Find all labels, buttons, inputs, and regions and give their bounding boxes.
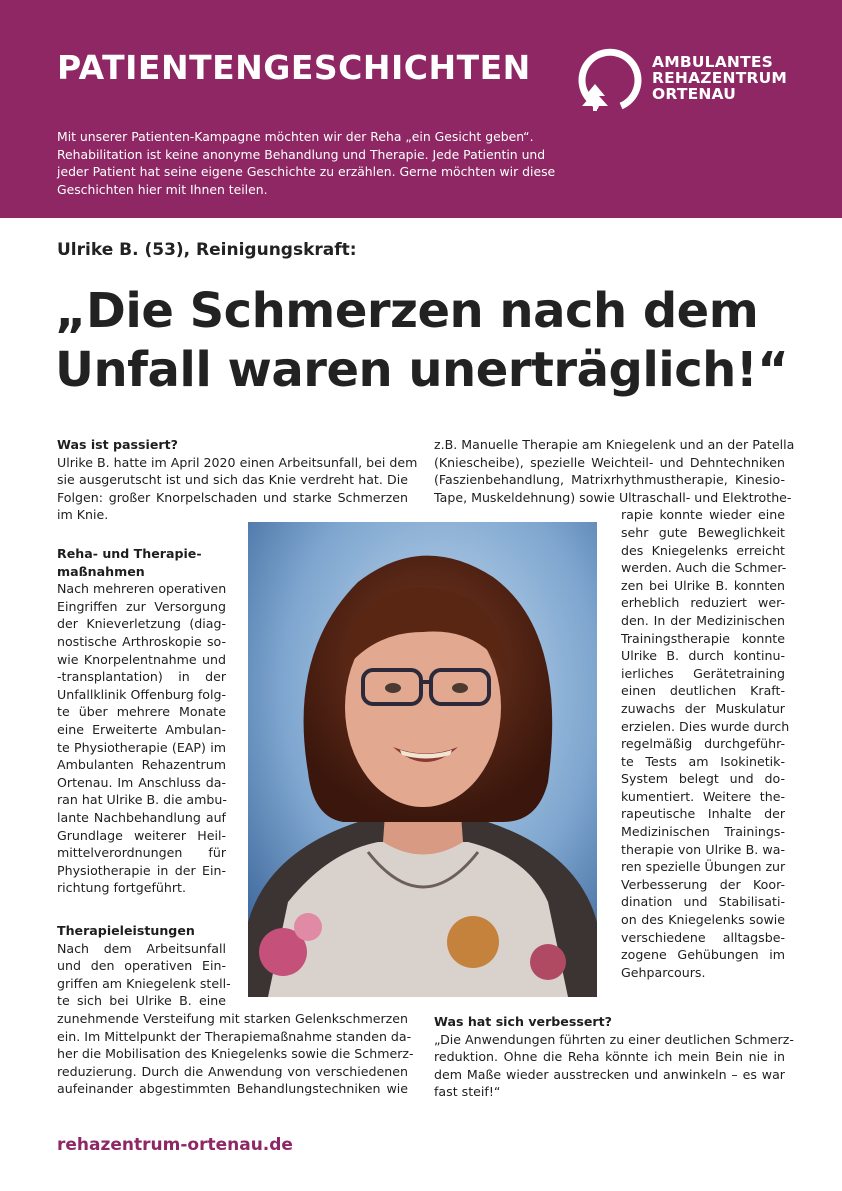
section-heading-line-2: maßnahmen xyxy=(57,563,145,579)
text-line: kumentiert. Weitere the- xyxy=(621,788,785,804)
section-therapy-services xyxy=(57,922,414,1098)
text-line: aufeinander abgestimmten Behandlungstechniken wie xyxy=(57,1081,408,1097)
text-line: her die Mobilisation des Kniegelenks sowie die Schmerz- xyxy=(57,1046,414,1062)
text-line: regelmäßig durchgeführ- xyxy=(621,736,785,752)
text-line: Folgen: großer Knorpelschaden und starke Schmerzen xyxy=(57,489,408,505)
text-line: te Tests am Isokinetik- xyxy=(621,753,785,769)
text-line: dination und Stabilisati- xyxy=(621,894,785,910)
text-line: griffen am Kniegelenk stell- xyxy=(57,975,231,991)
text-line: therapie von Ulrike B. wa- xyxy=(621,841,785,857)
narrow-lines xyxy=(621,506,790,981)
header-banner xyxy=(0,0,842,218)
text-line: Grundlage weiterer Heil- xyxy=(57,827,226,843)
text-line: ierliches Gerätetraining xyxy=(621,665,785,681)
logo-line-3: ORTENAU xyxy=(652,85,737,103)
text-line: reduktion. Ohne die Reha könnte ich mein Bein nie in xyxy=(434,1049,785,1065)
text-line: rapie konnte wieder eine xyxy=(621,507,785,523)
text-line: Verbesserung der Koor- xyxy=(621,876,785,892)
logo-wordmark xyxy=(652,54,787,102)
text-line: z.B. Manuelle Therapie am Kniegelenk und an der Patella xyxy=(434,437,795,452)
text-line: im Knie. xyxy=(57,507,109,523)
text-line: (Kniescheibe), spezielle Weichteil- und Dehntechniken xyxy=(434,454,785,470)
section-reha-measures xyxy=(57,545,226,897)
text-line: einen deutlichen Kraft- xyxy=(621,683,785,699)
text-line: fast steif!“ xyxy=(434,1084,501,1100)
text-line: Ortenau. Im Anschluss da- xyxy=(57,774,226,790)
text-line: wie Knorpelentnahme und xyxy=(57,651,226,667)
article-subtitle: Ulrike B. (53), Reinigungskraft: xyxy=(57,240,357,260)
section-improvement xyxy=(434,1013,794,1101)
narrow-lines xyxy=(57,940,231,1010)
intro-text: Mit unserer Patienten-Kampagne möchten wir der Reha „ein Gesicht geben“. Rehabilitation ist keine anonyme Behandlung und Therapie. Jede Patientin und jeder Patient hat seine eigene Geschichte zu erzählen. Gerne möchten wir diese Geschichten hier mit Ihnen teilen. xyxy=(57,129,556,197)
section-heading: Therapieleistungen xyxy=(57,923,195,938)
text-line: Ambulanten Rehazentrum xyxy=(57,757,226,773)
text-line: on des Kniegelenks sowie xyxy=(621,912,785,928)
article-headline xyxy=(55,282,788,400)
text-line: Nach mehreren operativen xyxy=(57,581,227,597)
text-line: richtung fortgeführt. xyxy=(57,880,186,896)
text-line: te Physiotherapie (EAP) im xyxy=(57,739,226,755)
text-line: Gehparcours. xyxy=(621,964,706,980)
text-line: erheblich reduziert wer- xyxy=(621,595,785,611)
text-line: Medizinischen Trainings- xyxy=(621,824,785,840)
section-heading: Was hat sich verbessert? xyxy=(434,1014,612,1029)
headline-line-2: Unfall waren unerträglich!“ xyxy=(55,342,789,398)
logo-line-1: AMBULANTES xyxy=(652,53,773,71)
text-line: zunehmende Versteifung mit starken Gelenkschmerzen xyxy=(57,1010,408,1026)
section-heading: Was ist passiert? xyxy=(57,437,178,452)
text-line: eine Erweiterte Ambulan- xyxy=(57,721,226,737)
text-line: werden. Auch die Schmer- xyxy=(621,560,787,576)
text-line: Ulrike B. hatte im April 2020 einen Arbeitsunfall, bei dem xyxy=(57,454,418,470)
text-line: zen bei Ulrike B. konnten xyxy=(621,577,785,593)
text-line: rapeutische Inhalte der xyxy=(621,806,785,822)
section-what-happened xyxy=(57,436,418,524)
text-line: zuwachs der Muskulatur xyxy=(621,700,785,716)
text-line: ren spezielle Übungen zur xyxy=(621,859,786,875)
text-line: nostische Arthroskopie so- xyxy=(57,633,226,649)
text-line: Nach dem Arbeitsunfall xyxy=(57,940,226,956)
text-line: -transplantation) in der xyxy=(57,669,226,685)
text-line: ran hat Ulrike B. die ambu- xyxy=(57,792,227,808)
text-line: Unfallklinik Offenburg folg- xyxy=(57,686,226,702)
website-link[interactable]: rehazentrum-ortenau.de xyxy=(57,1135,293,1155)
text-line: Physiotherapie in der Ein- xyxy=(57,862,226,878)
text-line: Eingriffen zur Versorgung xyxy=(57,598,226,614)
page-title: PATIENTENGESCHICHTEN xyxy=(57,48,531,87)
section-therapy-continued xyxy=(434,436,795,981)
text-line: ein. Im Mittelpunkt der Therapiemaßnahme standen da- xyxy=(57,1028,412,1044)
section-heading-line-1: Reha- und Therapie- xyxy=(57,546,202,561)
text-line: sie ausgerutscht ist und sich das Knie verdreht hat. Die xyxy=(57,472,408,488)
headline-line-1: „Die Schmerzen nach dem xyxy=(55,283,759,339)
text-line: mittelverordnungen für xyxy=(57,845,226,861)
text-line: den. In der Medizinischen xyxy=(621,612,785,628)
text-line: te sich bei Ulrike B. eine xyxy=(57,993,226,1009)
text-line: reduzierung. Durch die Anwendung von verschiedenen xyxy=(57,1063,408,1079)
text-line: der Knieverletzung (diag- xyxy=(57,616,226,632)
text-line: verschiedene alltagsbe- xyxy=(621,929,785,945)
text-line: erzielen. Dies wurde durch xyxy=(621,718,790,734)
text-line: (Faszienbehandlung, Matrixrhythmustherapie, Kinesio- xyxy=(434,472,785,488)
text-line: des Kniegelenks erreicht xyxy=(621,542,785,558)
text-line: dem Maße wieder ausstrecken und anwinkeln – es war xyxy=(434,1066,785,1082)
circle-tree-logo-icon xyxy=(577,46,643,112)
text-line: System belegt und do- xyxy=(621,771,785,787)
text-line: lante Nachbehandlung auf xyxy=(57,809,226,825)
text-line: und den operativen Ein- xyxy=(57,958,226,974)
logo-line-2: REHAZENTRUM xyxy=(652,69,788,87)
text-line: „Die Anwendungen führten zu einer deutlichen Schmerz- xyxy=(434,1031,794,1047)
text-line: Ulrike B. durch kontinu- xyxy=(621,648,785,664)
text-line: zogene Gehübungen im xyxy=(621,947,785,963)
text-line: sehr gute Beweglichkeit xyxy=(621,524,785,540)
text-line: Tape, Muskeldehnung) sowie Ultraschall- und Elektrothe- xyxy=(434,489,792,505)
text-line: te über mehrere Monate xyxy=(57,704,226,720)
text-line: Trainingstherapie konnte xyxy=(621,630,785,646)
